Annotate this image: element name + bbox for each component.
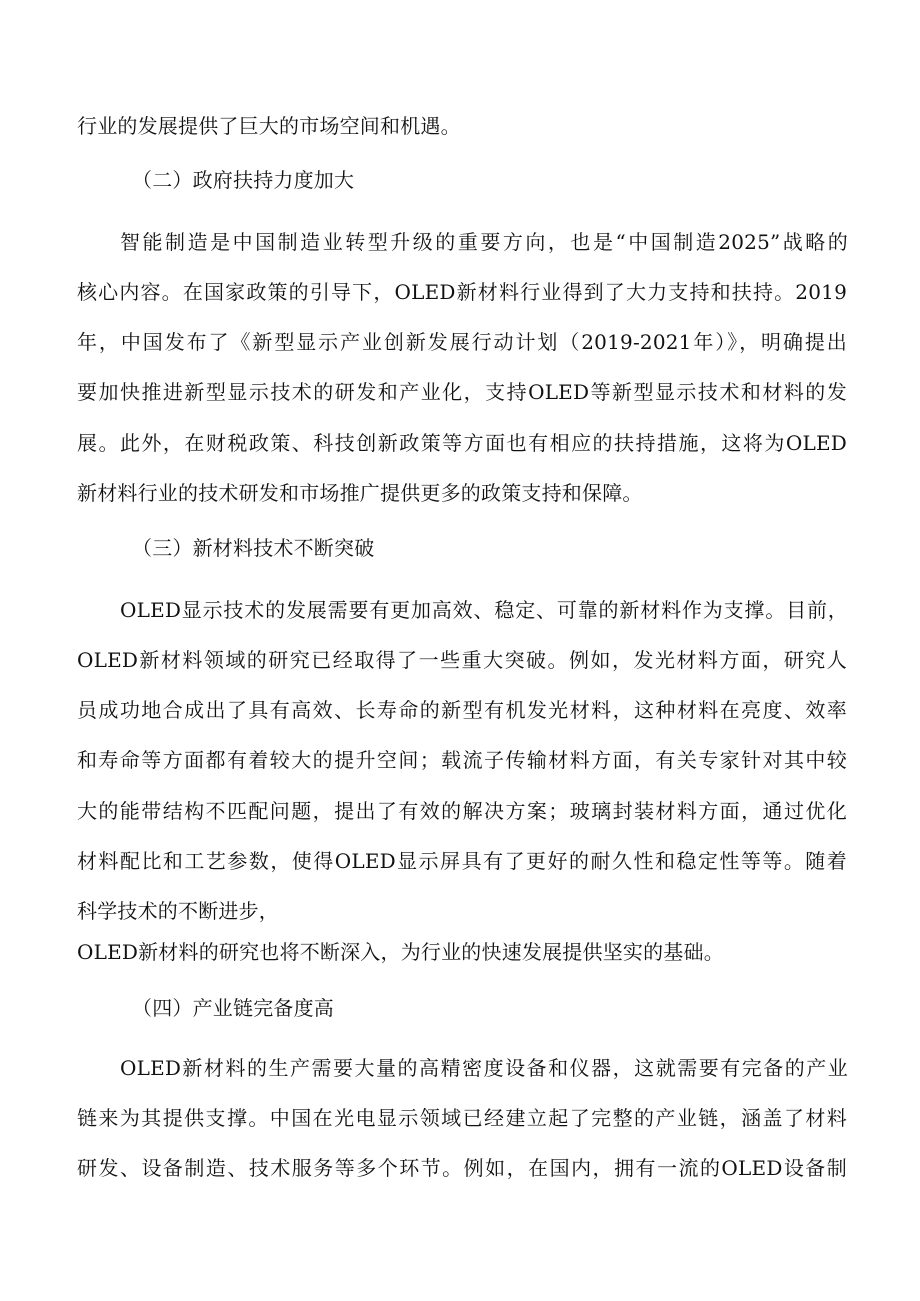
- paragraph-line: 核心内容。在国家政策的引导下，OLED新材料行业得到了大力支持和扶持。2019: [77, 280, 847, 304]
- section-heading-2: （二）政府扶持力度加大: [132, 168, 355, 192]
- paragraph-line: 科学技术的不断进步，: [77, 899, 279, 923]
- paragraph-line: OLED显示技术的发展需要有更加高效、稳定、可靠的新材料作为支撑。目前，: [120, 598, 848, 622]
- paragraph-line: 要加快推进新型显示技术的研发和产业化，支持OLED等新型显示技术和材料的发: [77, 380, 847, 404]
- paragraph-line: OLED新材料的生产需要大量的高精密度设备和仪器，这就需要有完备的产业: [120, 1056, 848, 1080]
- paragraph-line: 员成功地合成出了具有高效、长寿命的新型有机发光材料，这种材料在亮度、效率: [77, 698, 847, 722]
- paragraph-line: 链来为其提供支撑。中国在光电显示领域已经建立起了完整的产业链，涵盖了材料: [77, 1106, 847, 1130]
- paragraph-line: 大的能带结构不匹配问题，提出了有效的解决方案；玻璃封装材料方面，通过优化: [77, 799, 847, 823]
- paragraph-line: 行业的发展提供了巨大的市场空间和机遇。: [77, 114, 461, 138]
- section-heading-4: （四）产业链完备度高: [132, 996, 334, 1020]
- paragraph-line: OLED新材料的研究也将不断深入，为行业的快速发展提供坚实的基础。: [77, 940, 724, 964]
- paragraph-line: 材料配比和工艺参数，使得OLED显示屏具有了更好的耐久性和稳定性等等。随着: [77, 849, 847, 873]
- paragraph-line: 新材料行业的技术研发和市场推广提供更多的政策支持和保障。: [77, 481, 643, 505]
- section-heading-3: （三）新材料技术不断突破: [132, 536, 375, 560]
- paragraph-line: 智能制造是中国制造业转型升级的重要方向，也是“中国制造2025”战略的: [120, 230, 848, 254]
- paragraph-line: 年，中国发布了《新型显示产业创新发展行动计划（2019-2021年）》，明确提出: [77, 330, 847, 354]
- paragraph-line: 展。此外，在财税政策、科技创新政策等方面也有相应的扶持措施，这将为OLED: [77, 431, 847, 455]
- paragraph-line: 和寿命等方面都有着较大的提升空间；载流子传输材料方面，有关专家针对其中较: [77, 748, 847, 772]
- paragraph-line: OLED新材料领域的研究已经取得了一些重大突破。例如，发光材料方面，研究人: [77, 648, 847, 672]
- paragraph-line: 研发、设备制造、技术服务等多个环节。例如，在国内，拥有一流的OLED设备制: [77, 1156, 847, 1180]
